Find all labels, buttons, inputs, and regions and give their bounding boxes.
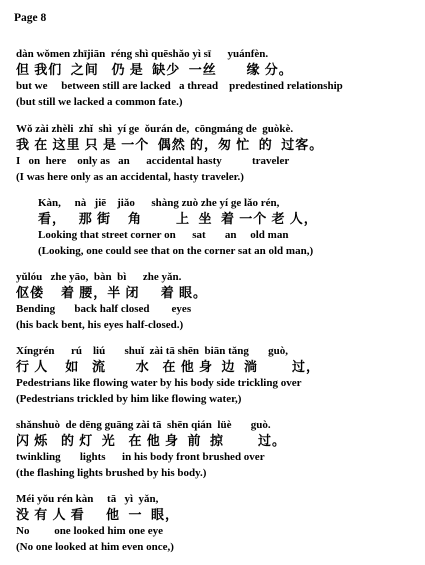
stanza-3 — [38, 195, 418, 259]
pinyin-line: Méi yǒu rén kàn tā yì yǎn, — [16, 493, 159, 505]
stanza-4 — [16, 269, 418, 333]
pinyin-line: Xíngrén rú liú shuǐ zài tā shēn biān tǎng guò, — [16, 345, 288, 357]
pinyin-line: dàn wǒmen zhījiān réng shì quēshǎo yì sī yuánfèn. — [16, 48, 269, 60]
translation-line: (his back bent, his eyes half-closed.) — [16, 319, 184, 331]
stanza-1 — [16, 46, 418, 110]
translation-line: (Looking, one could see that on the corner sat an old man,) — [38, 245, 314, 257]
gloss-line: No one looked him one eye — [16, 525, 163, 537]
gloss-line: but we between still are lacked a thread predestined relationship — [16, 80, 343, 92]
chinese-line: 没 有 人 看 他 一 眼， — [16, 507, 180, 522]
gloss-line: Pedestrians like flowing water by his body side trickling over — [16, 377, 302, 389]
pinyin-line: yǔlóu zhe yāo, bàn bì zhe yǎn. — [16, 271, 182, 283]
stanza-7 — [16, 491, 418, 555]
translation-line: (No one looked at him even once,) — [16, 541, 174, 553]
pinyin-line: Wǒ zài zhèli zhǐ shì yí ge ǒurán de, cōngmáng de guòkè. — [16, 123, 294, 135]
pinyin-line: shǎnshuò de dēng guāng zài tā shēn qián lüè guò. — [16, 419, 271, 431]
stanza-5 — [16, 343, 418, 407]
chinese-line: 我 在 这里 只 是 一个 偶然 的，匆 忙 的 过客。 — [16, 137, 324, 152]
page-number: Page 8 — [14, 12, 47, 24]
translation-line: (Pedestrians trickled by him like flowing water,) — [16, 393, 242, 405]
stanza-6 — [16, 417, 418, 481]
gloss-line: twinkling lights in his body front brushed over — [16, 451, 265, 463]
pinyin-line: Kàn, nà jiē jiǎo shàng zuò zhe yí ge lǎo rén, — [38, 197, 280, 209]
stanza-2 — [16, 121, 418, 185]
chinese-line: 看， 那 街 角 上 坐 着 一个 老 人， — [38, 211, 318, 226]
translation-line: (I was here only as an accidental, hasty traveler.) — [16, 171, 244, 183]
translation-line: (but still we lacked a common fate.) — [16, 96, 183, 108]
chinese-line: 但 我们 之间 仍 是 缺少 一丝 缘 分。 — [16, 62, 293, 77]
gloss-line: Bending back half closed eyes — [16, 303, 192, 315]
chinese-line: 行 人 如 流 水 在 他 身 边 淌 过， — [16, 359, 321, 374]
chinese-line: 伛偻 着 腰，半 闭 着 眼。 — [16, 285, 208, 300]
translation-line: (the flashing lights brushed by his body.) — [16, 467, 207, 479]
gloss-line: I on here only as an accidental hasty traveler — [16, 155, 290, 167]
chinese-line: 闪 烁 的 灯 光 在 他 身 前 掠 过。 — [16, 433, 287, 448]
gloss-line: Looking that street corner on sat an old man — [38, 229, 289, 241]
